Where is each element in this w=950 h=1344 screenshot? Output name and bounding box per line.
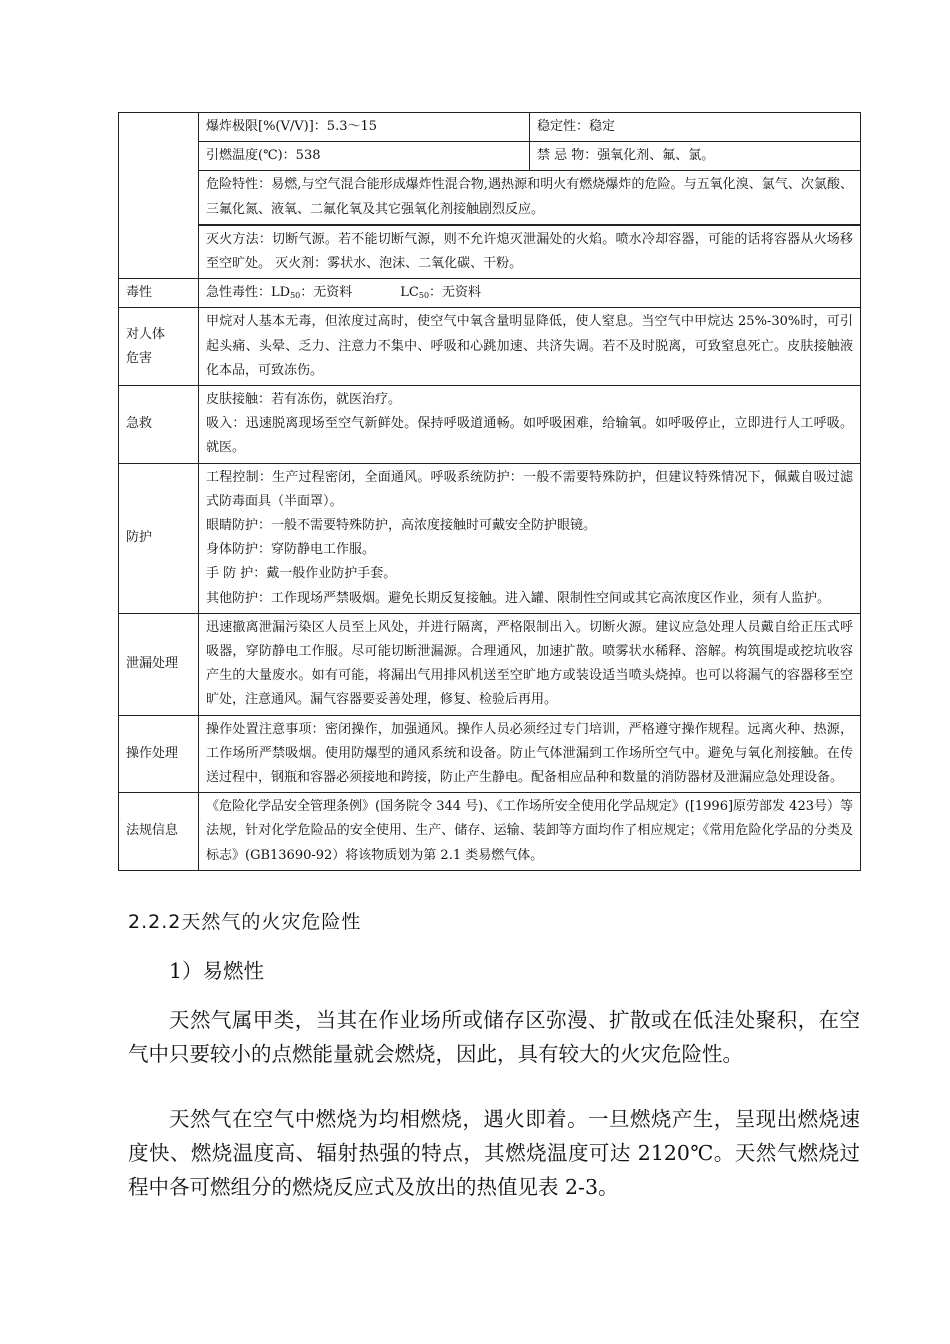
- protection-label: 防护: [119, 463, 199, 613]
- handling-cell: 操作处置注意事项：密闭操作，加强通风。操作人员必须经过专门培训，严格遵守操作规程。远离火种、热源，工作场所严禁吸烟。使用防爆型的通风系统和设备。防止气体泄漏到工作场所空气中。避免与氧化剂接触。在传送过程中，钢瓶和容器必须接地和跨接，防止产生静电。配备相应品种和数量的消防器材及泄漏应急处理设备。: [199, 715, 861, 793]
- msds-table: [118, 112, 861, 871]
- table-row: [119, 279, 861, 308]
- incompatible-cell: 禁 忌 物：强氧化剂、氟、氯。: [530, 142, 861, 171]
- table-row: [119, 613, 861, 715]
- first-aid-inhale: 吸入：迅速脱离现场至空气新鲜处。保持呼吸道通畅。如呼吸困难，给输氧。如呼吸停止，立即进行人工呼吸。就医。: [206, 416, 853, 456]
- first-aid-skin: 皮肤接触：若有冻伤，就医治疗。: [206, 392, 402, 408]
- first-aid-label: 急救: [119, 386, 199, 464]
- ld50-prefix: 急性毒性：LD: [206, 285, 291, 301]
- handling-label: 操作处理: [119, 715, 199, 793]
- hazard-cell: 危险特性：易燃,与空气混合能形成爆炸性混合物,遇热源和明火有燃烧爆炸的危险。与五氧化溴、氯气、次氯酸、三氟化氮、液氧、二氟化氧及其它强氧化剂接触剧烈反应。: [199, 171, 861, 225]
- explosion-limit-cell: 爆炸极限[%(V/V)]：5.3～15: [199, 113, 530, 142]
- protection-other: 其他防护：工作现场严禁吸烟。避免长期反复接触。进入罐、限制性空间或其它高浓度区作业，须有人监护。: [206, 590, 831, 606]
- ld50-sub: 50: [290, 291, 301, 301]
- fire-hazard-category-cell: [119, 113, 199, 279]
- table-row: [119, 386, 861, 464]
- table-row: [119, 793, 861, 871]
- subheading: 1）易燃性: [169, 959, 265, 983]
- regulations-cell: 《危险化学品安全管理条例》(国务院令 344 号)、《工作场所安全使用化学品规定》([1996]原劳部发 423号）等法规，针对化学危险品的安全使用、生产、储存、运输、装卸等方面均作了相应规定；《常用危险化学品的分类及标志》(GB13690-92）将该物质划为第 2.1 类易燃气体。: [199, 793, 861, 871]
- ignition-temp-cell: 引燃温度(℃)：538: [199, 142, 530, 171]
- section-heading: [128, 907, 361, 934]
- protection-body: 身体防护：穿防静电工作服。: [206, 542, 376, 558]
- table-row: [119, 171, 861, 225]
- lc50-value: ：无资料: [429, 285, 482, 301]
- lc50-sub: 50: [418, 291, 430, 301]
- table-row: [119, 113, 861, 142]
- protection-eyes: 眼睛防护：一般不需要特殊防护，高浓度接触时可戴安全防护眼镜。: [206, 518, 597, 534]
- table-row: [119, 715, 861, 793]
- section-number: 2.2.2: [128, 911, 182, 933]
- regulations-label: 法规信息: [119, 793, 199, 871]
- protection-hands: 手 防 护：戴一般作业防护手套。: [206, 566, 397, 582]
- section-title-text: 天然气的火灾危险性: [181, 911, 362, 933]
- protection-engineering: 工程控制：生产过程密闭，全面通风。呼吸系统防护：一般不需要特殊防护，但建议特殊情况下，佩戴自吸过滤式防毒面具（半面罩）。: [206, 469, 853, 509]
- paragraph: 天然气属甲类，当其在作业场所或储存区弥漫、扩散或在低洼处聚积，在空气中只要较小的点燃能量就会燃烧，因此，具有较大的火灾危险性。: [128, 1008, 860, 1066]
- first-aid-cell: [199, 386, 861, 464]
- toxicity-label: 毒性: [119, 279, 199, 308]
- fire-fighting-cell: 灭火方法：切断气源。若不能切断气源，则不允许熄灭泄漏处的火焰。喷水冷却容器，可能的话将容器从火场移至空旷处。 灭火剂：雾状水、泡沫、二氧化碳、干粉。: [199, 225, 861, 279]
- protection-cell: [199, 463, 861, 613]
- table-row: [119, 225, 861, 279]
- leak-cell: 迅速撤离泄漏污染区人员至上风处，并进行隔离，严格限制出入。切断火源。建议应急处理人员戴自给正压式呼吸器，穿防静电工作服。尽可能切断泄漏源。合理通风，加速扩散。喷雾状水稀释、溶解。构筑围堤或挖坑收容产生的大量废水。如有可能，将漏出气用排风机送至空旷地方或装设适当喷头烧掉。也可以将漏气的容器移至空旷处，注意通风。漏气容器要妥善处理，修复、检验后再用。: [199, 613, 861, 715]
- toxicity-cell: [199, 279, 861, 308]
- lc50-prefix: LC: [400, 285, 419, 301]
- ld50-value: ：无资料: [300, 285, 353, 301]
- health-label: [119, 308, 199, 386]
- health-label-line1: 对人体: [126, 326, 166, 342]
- leak-label: 泄漏处理: [119, 613, 199, 715]
- table-row: [119, 142, 861, 171]
- table-row: [119, 463, 861, 613]
- table-row: [119, 308, 861, 386]
- paragraph: 天然气在空气中燃烧为均相燃烧，遇火即着。一旦燃烧产生，呈现出燃烧速度快、燃烧温度高、辐射热强的特点，其燃烧温度可达 2120℃。天然气燃烧过程中各可燃组分的燃烧反应式及放出的热值见表 2-3。: [128, 1107, 860, 1199]
- health-cell: 甲烷对人基本无毒，但浓度过高时，使空气中氧含量明显降低，使人窒息。当空气中甲烷达 25%-30%时，可引起头痛、头晕、乏力、注意力不集中、呼吸和心跳加速、共济失调。若不及时脱离，可致窒息死亡。皮肤接触液化本品，可致冻伤。: [199, 308, 861, 386]
- stability-cell: 稳定性：稳定: [530, 113, 861, 142]
- health-label-line2: 危害: [126, 350, 153, 366]
